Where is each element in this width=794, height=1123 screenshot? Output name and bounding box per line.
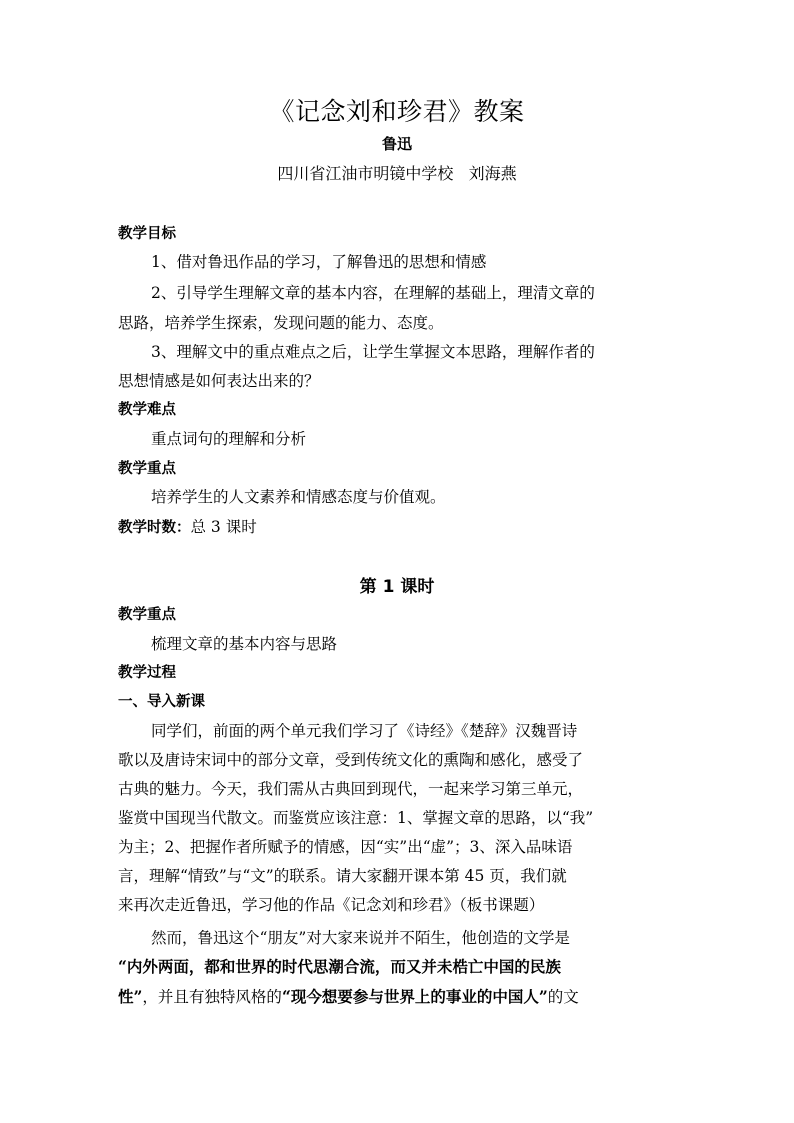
lesson-focus-heading: 教学重点 [118, 607, 176, 623]
paragraph-1-line-7: 来再次走近鲁迅，学习他的作品《记念刘和珍君》（板书课题） [118, 896, 545, 914]
focus-heading: 教学重点 [118, 461, 176, 477]
section-1-heading: 一、导入新课 [118, 694, 205, 710]
paragraph-2-line-3 [118, 985, 608, 1007]
lesson-focus-text: 梳理文章的基本内容与思路 [151, 635, 338, 653]
quote-end: 性” [118, 987, 143, 1006]
objective-1: 1、借对鲁迅作品的学习，了解鲁迅的思想和情感 [151, 253, 487, 271]
difficulty-text: 重点词句的理解和分析 [151, 430, 307, 448]
hours-heading: 教学时数： [118, 520, 191, 536]
hours-value: 总 3 课时 [190, 518, 257, 536]
focus-text: 培养学生的人文素养和情感态度与价值观。 [151, 488, 446, 506]
lesson-title: 第 1 课时 [359, 577, 435, 597]
objective-3-line-2: 思想情感是如何表达出来的？ [118, 372, 320, 390]
line-end-text: 的文 [547, 988, 579, 1006]
paragraph-1-line-2: 歌以及唐诗宋词中的部分文章，受到传统文化的熏陶和感化，感受了 [118, 751, 584, 769]
paragraph-1-line-4: 鉴赏中国现当代散文。而鉴赏应该注意：1、掌握文章的思路，以“我” [118, 809, 594, 827]
document-title: 《记念刘和珍君》教案 [269, 97, 525, 126]
paragraph-1-line-5: 为主；2、把握作者所赋予的情感，因“实”出“虚”；3、深入品味语 [118, 838, 573, 856]
objectives-heading: 教学目标 [118, 226, 176, 242]
paragraph-1-line-3: 古典的魅力。今天，我们需从古典回到现代，一起来学习第三单元， [118, 780, 584, 798]
paragraph-1-line-6: 言，理解“情致”与“文”的联系。请大家翻开课本第 45 页，我们就 [118, 867, 567, 885]
objective-2-line-2: 思路，培养学生探索，发现问题的能力、态度。 [118, 314, 444, 332]
mid-text: ，并且有独特风格的 [142, 988, 282, 1006]
school-and-teacher: 四川省江油市明镜中学校 刘海燕 [277, 164, 517, 183]
paragraph-2-line-1: 然而，鲁迅这个“朋友”对大家来说并不陌生，他创造的文学是 [151, 929, 570, 947]
objective-2-line-1: 2、引导学生理解文章的基本内容，在理解的基础上，理清文章的 [151, 284, 595, 302]
quote-chinese-people: “现今想要参与世界上的事业的中国人” [281, 987, 548, 1006]
paragraph-1-line-1: 同学们，前面的两个单元我们学习了《诗经》《楚辞》汉魏晋诗 [151, 722, 578, 740]
author-name: 鲁迅 [381, 135, 412, 153]
objective-3-line-1: 3、理解文中的重点难点之后，让学生掌握文本思路，理解作者的 [151, 343, 595, 361]
difficulty-heading: 教学难点 [118, 402, 176, 418]
teaching-hours [118, 515, 608, 537]
process-heading: 教学过程 [118, 665, 176, 681]
paragraph-2-line-2: “内外两面，都和世界的时代思潮合流，而又并未梏亡中国的民族 [118, 957, 561, 976]
